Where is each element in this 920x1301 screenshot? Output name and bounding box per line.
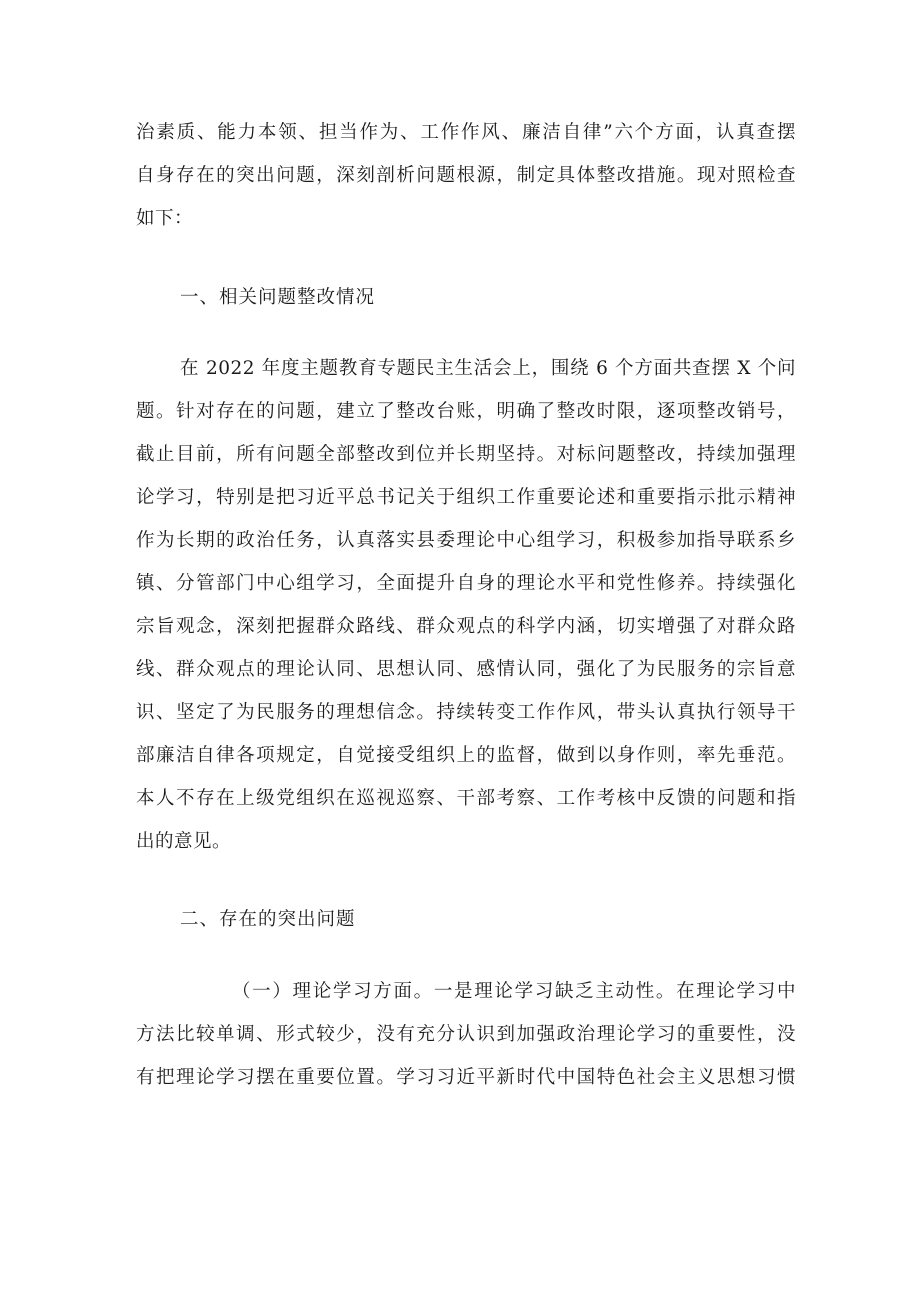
intro-line-2: 自身存在的突出问题，深刻剖析问题根源，制定具体整改措施。现对照检查 <box>136 165 796 186</box>
intro-line-3: 如下： <box>136 208 194 229</box>
section-2-line-2: 方法比较单调、形式较少，没有充分认识到加强政治理论学习的重要性，没 <box>136 1024 796 1045</box>
section-1-line-2: 题。针对存在的问题，建立了整改台账，明确了整改时限，逐项整改销号， <box>136 401 796 422</box>
section-1-line-9: 识、坚定了为民服务的理想信念。持续转变工作作风，带头认真执行领导干 <box>136 702 796 723</box>
section-1-line-4: 论学习，特别是把习近平总书记关于组织工作重要论述和重要指示批示精神 <box>136 487 796 508</box>
section-1-line-10: 部廉洁自律各项规定，自觉接受组织上的监督，做到以身作则，率先垂范。 <box>136 745 796 766</box>
section-2-line-3: 有把理论学习摆在重要位置。学习习近平新时代中国特色社会主义思想习惯 <box>136 1067 796 1088</box>
section-1-line-11: 本人不存在上级党组织在巡视巡察、干部考察、工作考核中反馈的问题和指 <box>136 788 796 809</box>
section-1-line-7: 宗旨观念，深刻把握群众路线、群众观点的科学内涵，切实增强了对群众路 <box>136 616 796 637</box>
section-1-heading: 一、相关问题整改情况 <box>180 287 376 308</box>
section-2-heading: 二、存在的突出问题 <box>180 909 356 930</box>
section-1-line-8: 线、群众观点的理论认同、思想认同、感情认同，强化了为民服务的宗旨意 <box>136 659 796 680</box>
section-1-line-3: 截止目前，所有问题全部整改到位并长期坚持。对标问题整改，持续加强理 <box>136 444 796 465</box>
section-1-line-12: 出的意见。 <box>136 831 232 852</box>
intro-line-1: 治素质、能力本领、担当作为、工作作风、廉洁自律”六个方面，认真查摆 <box>136 122 796 143</box>
section-1-line-1: 在 2022 年度主题教育专题民主生活会上，围绕 6 个方面共查摆 X 个问 <box>180 358 796 379</box>
section-1-line-5: 作为长期的政治任务，认真落实县委理论中心组学习，积极参加指导联系乡 <box>136 530 796 551</box>
section-2-line-1: （一）理论学习方面。一是理论学习缺乏主动性。在理论学习中 <box>232 981 796 1002</box>
section-1-line-6: 镇、分管部门中心组学习，全面提升自身的理论水平和党性修养。持续强化 <box>136 573 796 594</box>
